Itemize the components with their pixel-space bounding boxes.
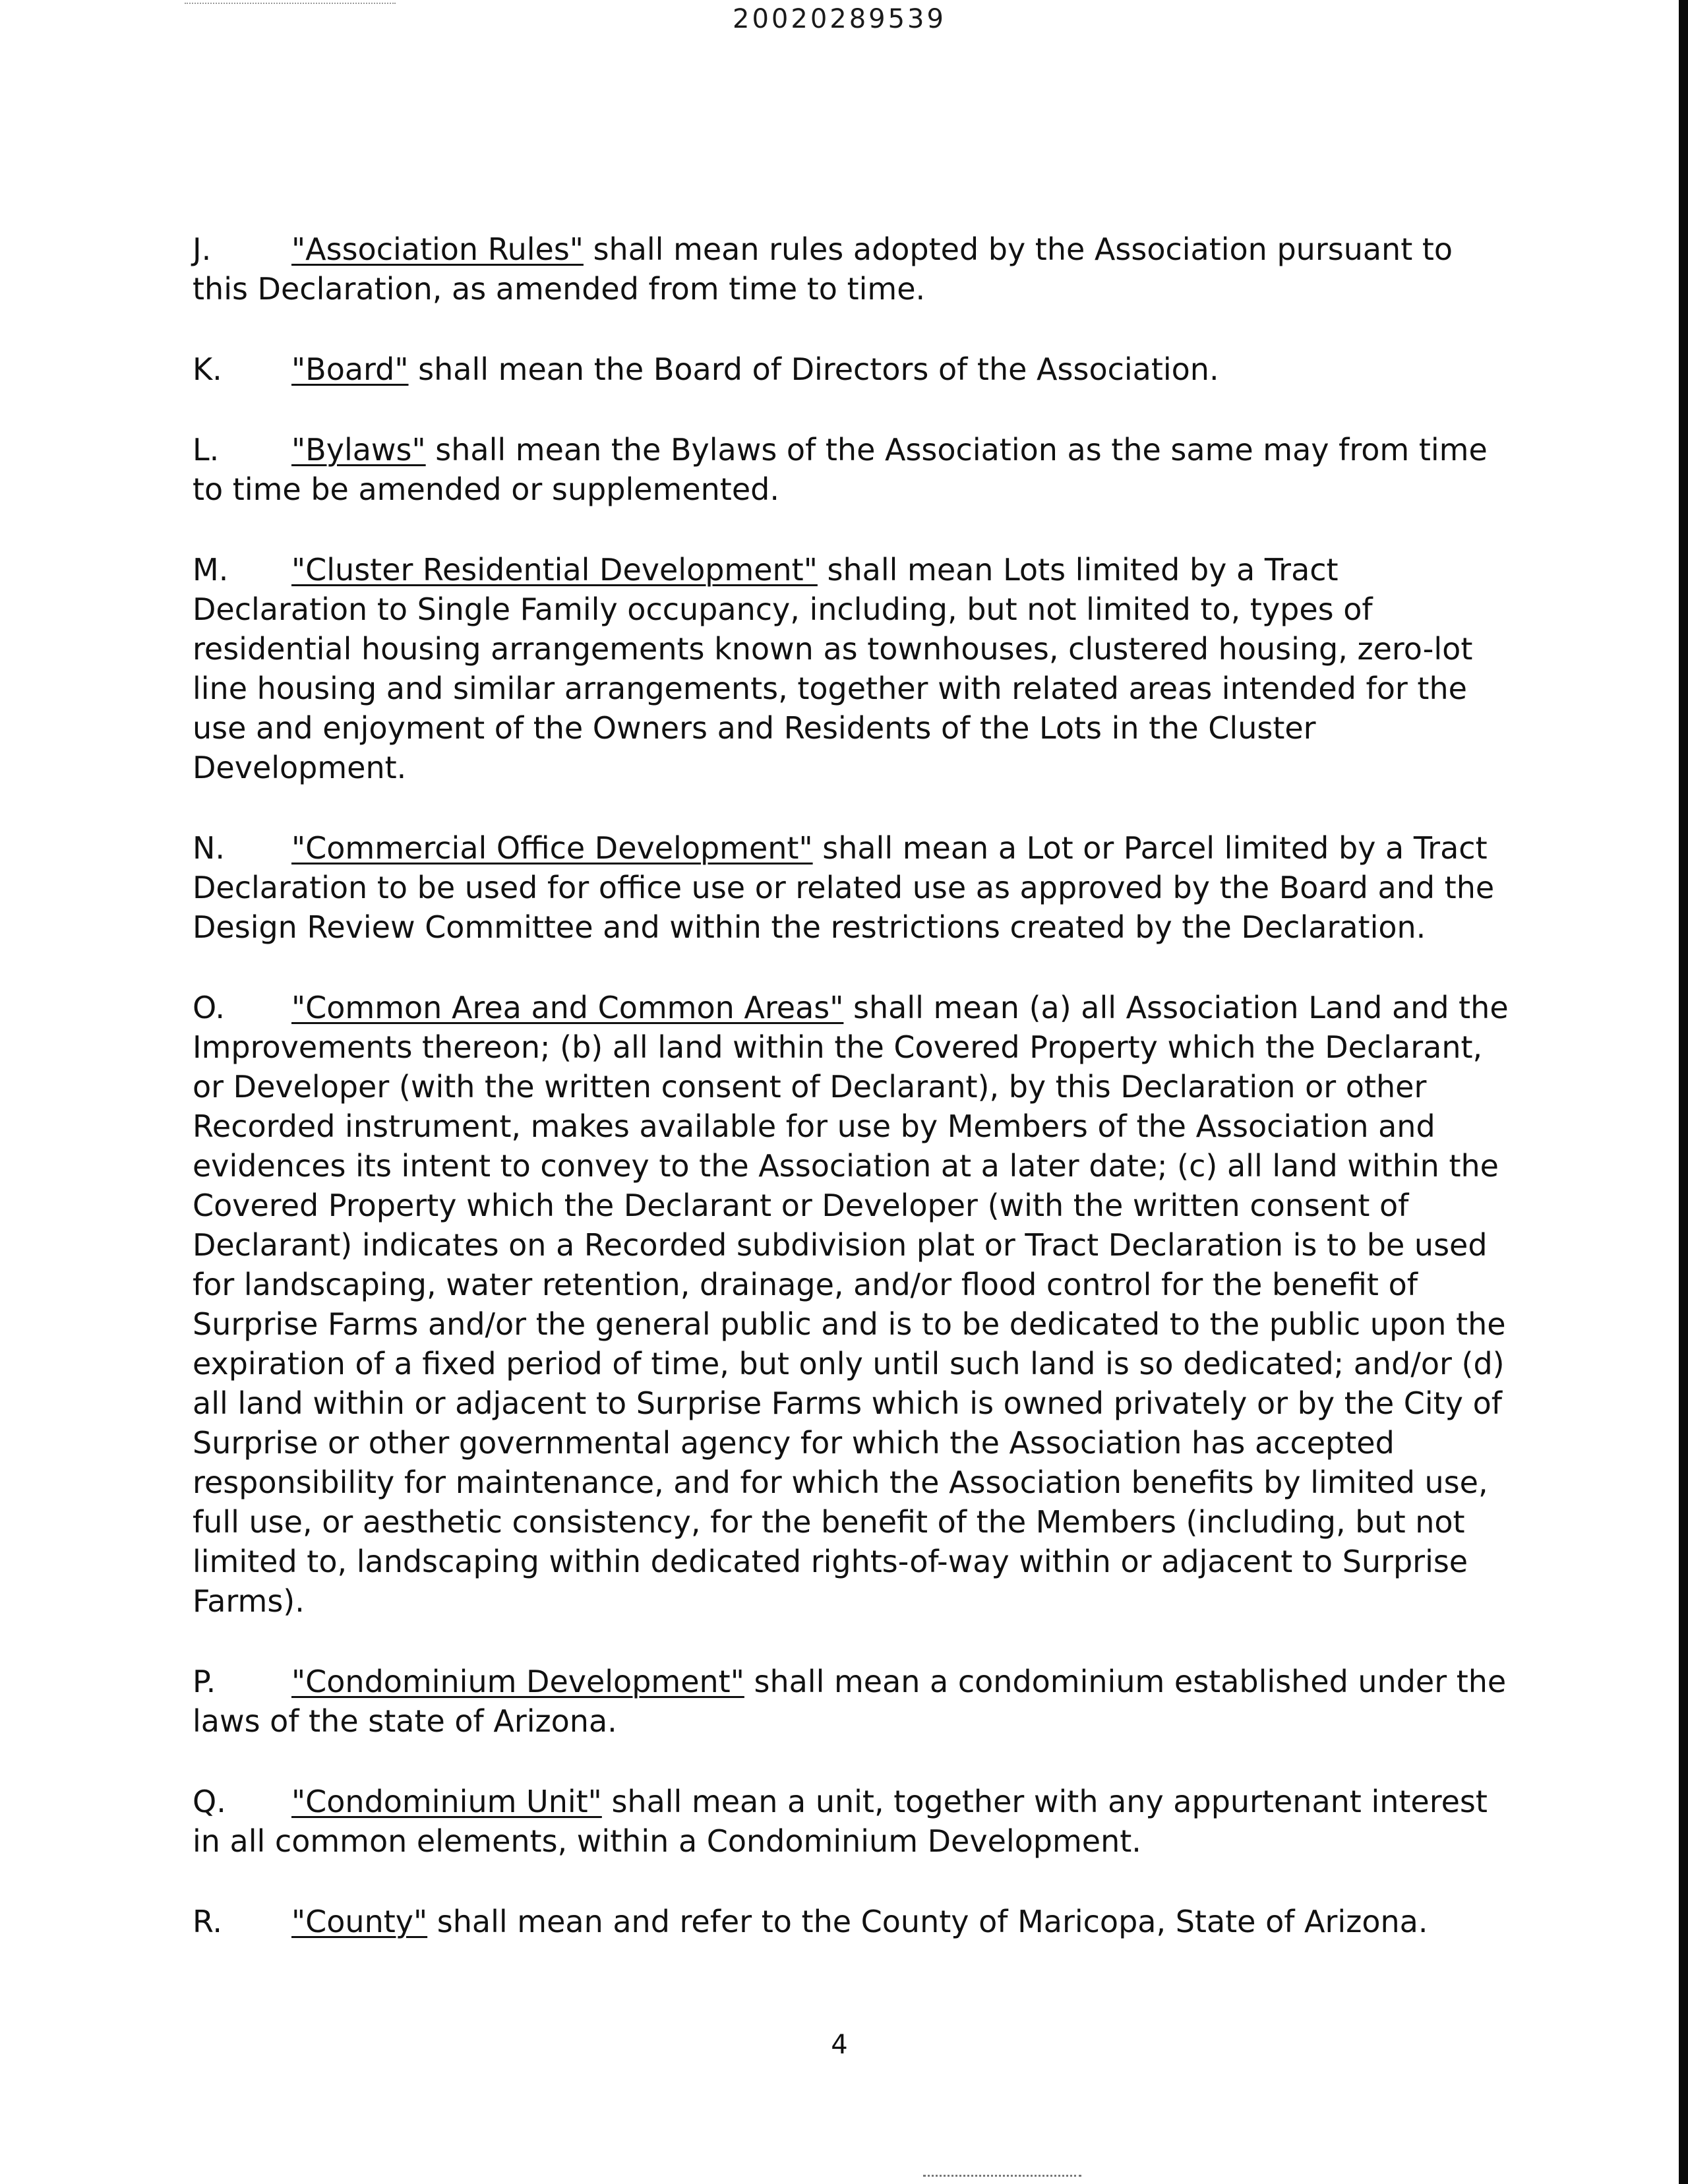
definition-paragraph-j [193,229,1511,309]
definition-text: shall mean a condominium established under the laws of the state of Arizona. [193,1664,1507,1739]
defined-term: "Association Rules" [291,231,584,267]
definition-letter: M. [193,552,229,588]
definition-paragraph-l [193,430,1511,509]
definition-text: shall mean (a) all Association Land and the Improvements thereon; (b) all land within the Covered Property which the Declarant, or Developer (with the written consent of Declarant), by this Declaration or other Recorded instrument, makes available for use by Members of the Association and evidences its intent to convey to the Association at a later date; (c) all land within the Covered Property which the Declarant or Developer (with the written consent of Declarant) indicates on a Recorded subdivision plat or Tract Declaration is to be used for landscaping, water retention, drainage, and/or flood control for the benefit of Surprise Farms and/or the general public and is to be dedicated to the public upon the expiration of a fixed period of time, but only until such land is so dedicated; and/or (d) all land within or adjacent to Surprise Farms which is owned privately or by the City of Surprise or other governmental agency for which the Association has accepted responsibility for maintenance, and for which the Association benefits by limited use, full use, or aesthetic consistency, for the benefit of the Members (including, but not limited to, landscaping within dedicated rights-of-way within or adjacent to Surprise Farms). [193,990,1509,1619]
definition-text: shall mean a unit, together with any appurtenant interest in all common elements, within a Condominium Development. [193,1784,1488,1859]
definitions-body [193,229,1511,1982]
defined-term: "County" [291,1904,428,1939]
definition-text: shall mean Lots limited by a Tract Declaration to Single Family occupancy, including, but not limited to, types of residential housing arrangements known as townhouses, clustered housing, zero-lot line housing and similar arrangements, together with related areas intended for the use and enjoyment of the Owners and Residents of the Lots in the Cluster Development. [193,552,1473,785]
definition-text: shall mean the Board of Directors of the Association. [408,351,1219,387]
definition-paragraph-q [193,1782,1511,1861]
defined-term: "Commercial Office Development" [291,830,813,866]
definition-paragraph-p [193,1662,1511,1741]
definition-letter: N. [193,830,226,866]
defined-term: "Board" [291,351,409,387]
definition-letter: O. [193,990,225,1025]
definition-text: shall mean the Bylaws of the Association as the same may from time to time be amended or supplemented. [193,432,1488,507]
scan-edge-border [1679,0,1688,2184]
definition-letter: K. [193,351,222,387]
defined-term: "Condominium Development" [291,1664,744,1699]
defined-term: "Bylaws" [291,432,426,468]
scan-artifact-bottom [923,2175,1081,2179]
defined-term: "Common Area and Common Areas" [291,990,844,1025]
definition-paragraph-r [193,1902,1511,1941]
defined-term: "Condominium Unit" [291,1784,602,1819]
defined-term: "Cluster Residential Development" [291,552,818,588]
definition-letter: Q. [193,1784,226,1819]
document-number: 20020289539 [733,4,946,34]
definition-paragraph-n [193,828,1511,947]
definition-paragraph-m [193,550,1511,787]
definition-text: shall mean a Lot or Parcel limited by a Tract Declaration to be used for office use or related use as approved by the Board and the Design Review Committee and within the restrictions created by the Declaration. [193,830,1495,945]
definition-letter: L. [193,432,220,468]
definition-paragraph-k [193,349,1511,389]
definition-letter: P. [193,1664,216,1699]
definition-text: shall mean rules adopted by the Association pursuant to this Declaration, as amended from time to time. [193,231,1453,307]
page-number: 4 [831,2030,848,2060]
definition-text: shall mean and refer to the County of Maricopa, State of Arizona. [427,1904,1428,1939]
definition-letter: J. [193,231,212,267]
definition-paragraph-o [193,988,1511,1621]
definition-letter: R. [193,1904,222,1939]
